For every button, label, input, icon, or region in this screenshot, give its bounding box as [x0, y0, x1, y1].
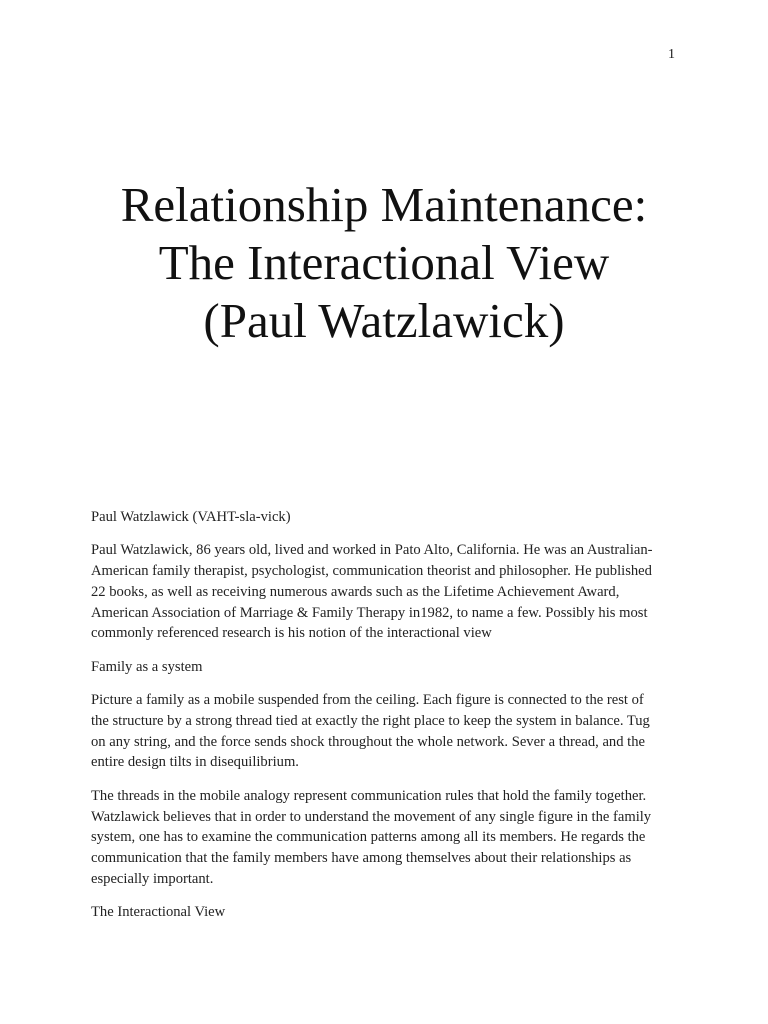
section-heading-interactional: The Interactional View: [91, 904, 226, 921]
text-line: The threads in the mobile analogy represent communication rules that hold the family together.: [91, 787, 647, 804]
document-body: [91, 507, 691, 936]
mobile-paragraph: [91, 690, 691, 773]
text-line: American family therapist, psychologist, communication theorist and philosopher. He published: [91, 563, 652, 580]
text-line: 22 books, as well as receiving numerous awards such as the Lifetime Achievement Award,: [91, 583, 620, 600]
text-line: Paul Watzlawick, 86 years old, lived and worked in Pato Alto, California. He was an Australian-: [91, 542, 653, 559]
threads-paragraph: [91, 786, 691, 890]
title-line: Relationship Maintenance:: [120, 177, 648, 232]
text-line: communication that the family members have among themselves about their relationships as: [91, 850, 632, 867]
section-heading-family: Family as a system: [91, 658, 203, 675]
text-line: especially important.: [91, 870, 214, 887]
text-line: American Association of Marriage & Family Therapy in1982, to name a few. Possibly his most: [91, 604, 648, 621]
page-number: 1: [668, 47, 675, 62]
text-line: on any string, and the force sends shock throughout the whole network. Sever a thread, and the: [91, 733, 646, 750]
bio-paragraph: [91, 540, 691, 644]
pronunciation-line: Paul Watzlawick (VAHT-sla-vick): [91, 509, 291, 525]
text-line: Watzlawick believes that in order to understand the movement of any single figure in the family: [91, 808, 652, 825]
text-line: Picture a family as a mobile suspended from the ceiling. Each figure is connected to the rest of: [91, 692, 644, 709]
title-line: (Paul Watzlawick): [203, 293, 565, 348]
document-title: [0, 176, 768, 350]
text-line: entire design tilts in disequilibrium.: [91, 754, 299, 771]
text-line: the structure by a strong thread tied at exactly the right place to keep the system in balance. Tug: [91, 712, 650, 729]
text-line: system, one has to examine the communication patterns among all its members. He regards the: [91, 829, 646, 846]
title-line: The Interactional View: [158, 235, 610, 290]
text-line: commonly referenced research is his notion of the interactional view: [91, 625, 492, 642]
